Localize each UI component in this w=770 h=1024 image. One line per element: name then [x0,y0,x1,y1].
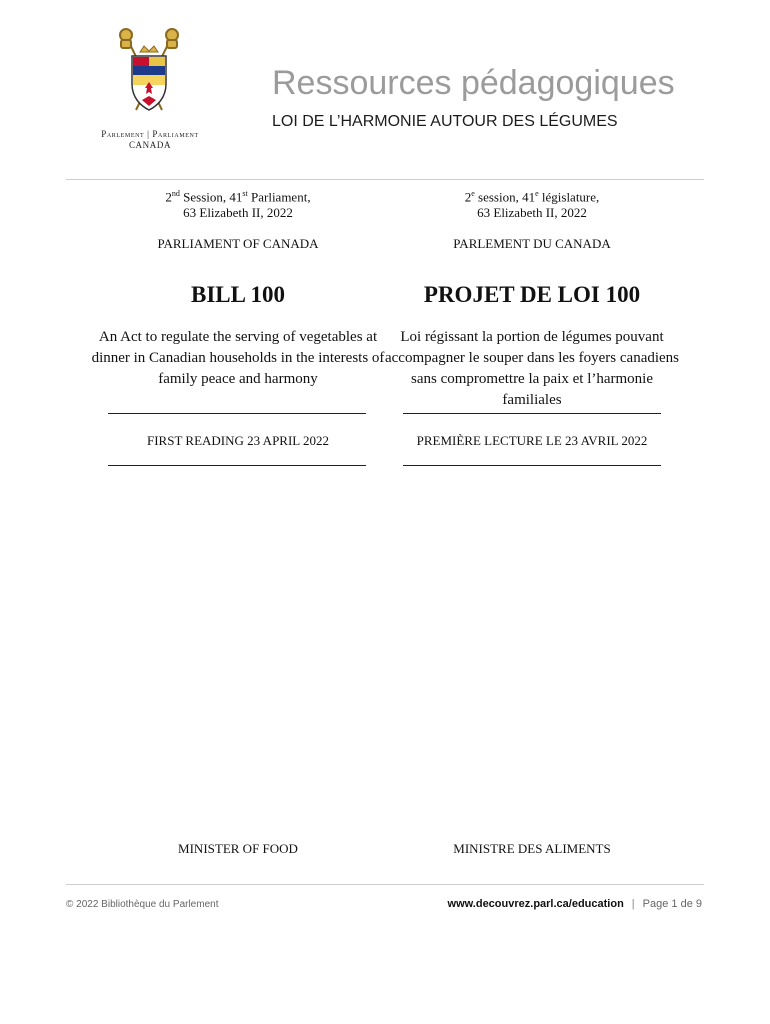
session-line2-en: 63 Elizabeth II, 2022 [183,205,293,221]
footer-separator: | [631,898,635,910]
act-title-fr: Loi régissant la portion de légumes pouvant accompagner le souper dans les foyers canadiens sans compromettre la paix et l’harmonie familiales [384,329,680,408]
act-title-en: An Act to regulate the serving of vegetables at dinner in Canadian households in the interests of family peace and harmony [91,329,385,387]
session-line1-fr: 2e session, 41e législature, [464,189,600,205]
bill-number-en: BILL 100 [191,282,285,307]
session-fr [384,186,680,221]
footer-copyright: © 2022 Bibliothèque du Parlement [66,899,219,910]
first-reading-fr: PREMIÈRE LECTURE LE 23 AVRIL 2022 [416,433,648,448]
minister-en: MINISTER OF FOOD [178,841,298,856]
session-line1-en: 2nd Session, 41st Parliament, [165,189,311,205]
first-reading-en: FIRST READING 23 APRIL 2022 [146,433,330,448]
page-subtitle: LOI DE L’HARMONIE AUTOUR DES LÉGUMES [272,113,618,130]
header-divider [66,179,704,180]
page-number: Page 1 de 9 [642,898,702,910]
bill-number-fr: PROJET DE LOI 100 [423,282,641,307]
footer-url-link[interactable]: www.decouvrez.parl.ca/education [447,898,624,910]
parliament-logo [92,26,208,152]
rule-bottom-en [108,465,366,466]
rule-top-fr [403,413,661,414]
session-en [90,186,386,221]
parliament-heading-en: PARLIAMENT OF CANADA [157,236,319,251]
logo-text-canada: CANADA [128,140,172,150]
footer-divider [66,884,704,885]
rule-top-en [108,413,366,414]
rule-bottom-fr [403,465,661,466]
coat-of-arms-icon [118,26,180,128]
logo-text-parliament: Parlement | Parliament [101,129,199,139]
footer-right [448,898,702,910]
page-title: Ressources pédagogiques [272,64,675,102]
session-line2-fr: 63 Elizabeth II, 2022 [477,205,587,221]
minister-fr: MINISTRE DES ALIMENTS [453,841,611,856]
parliament-heading-fr: PARLEMENT DU CANADA [453,236,611,251]
